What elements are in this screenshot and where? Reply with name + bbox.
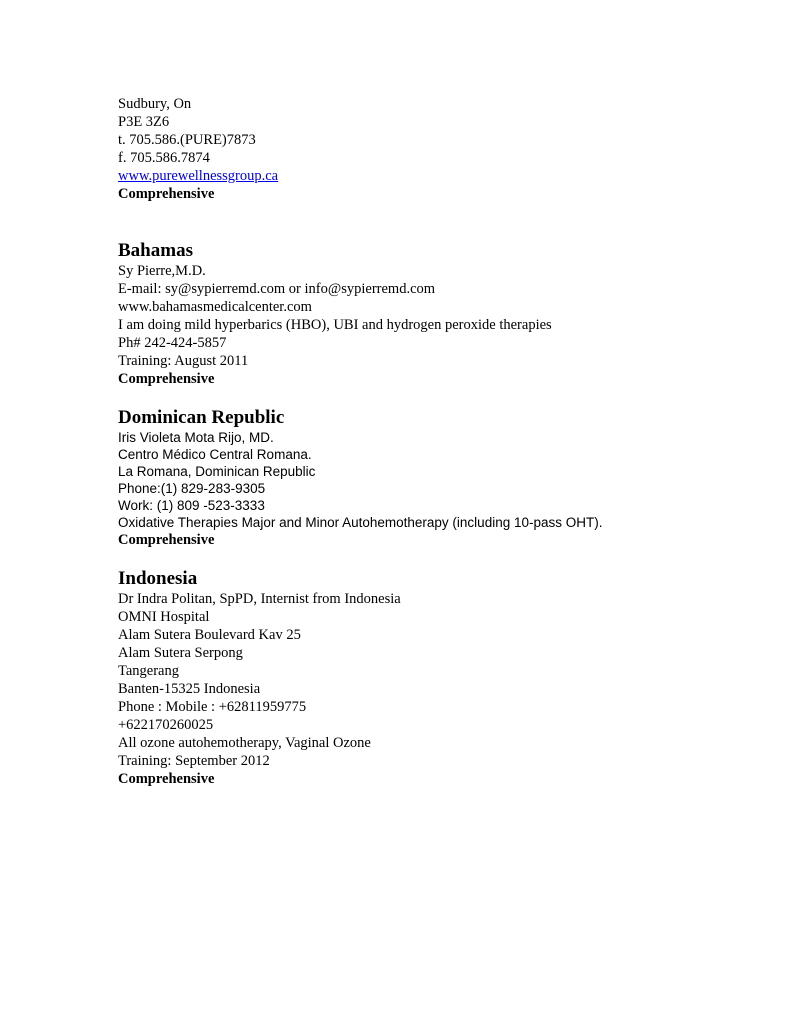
address-line: La Romana, Dominican Republic bbox=[118, 464, 316, 479]
clinic-name: Centro Médico Central Romana. bbox=[118, 447, 312, 462]
phone-number: Ph# 242-424-5857 bbox=[118, 335, 227, 351]
document-page bbox=[118, 95, 718, 788]
address-line: Sudbury, On bbox=[118, 96, 192, 112]
practitioner-name: Iris Violeta Mota Rijo, MD. bbox=[118, 430, 274, 445]
section-dominican-republic bbox=[118, 407, 718, 549]
country-heading: Dominican Republic bbox=[118, 407, 285, 428]
phone-number: Phone : Mobile : +62811959775 bbox=[118, 699, 307, 715]
postal-code: P3E 3Z6 bbox=[118, 114, 170, 130]
website-link[interactable]: www.purewellnessgroup.ca bbox=[118, 168, 279, 184]
clinic-name: OMNI Hospital bbox=[118, 609, 210, 625]
section-canada-continued bbox=[118, 95, 718, 203]
phone-number: t. 705.586.(PURE)7873 bbox=[118, 132, 256, 148]
training-level: Comprehensive bbox=[118, 532, 215, 548]
fax-number: f. 705.586.7874 bbox=[118, 150, 210, 166]
spacer bbox=[118, 203, 718, 240]
address-line: Alam Sutera Boulevard Kav 25 bbox=[118, 627, 301, 643]
work-phone-number: Work: (1) 809 -523-3333 bbox=[118, 498, 265, 513]
practitioner-name: Sy Pierre,M.D. bbox=[118, 263, 206, 279]
email-line: E-mail: sy@sypierremd.com or info@sypierremd.com bbox=[118, 281, 436, 297]
country-heading: Indonesia bbox=[118, 568, 198, 589]
section-indonesia bbox=[118, 568, 718, 788]
training-level: Comprehensive bbox=[118, 771, 215, 787]
address-line: Banten-15325 Indonesia bbox=[118, 681, 261, 697]
training-date: Training: September 2012 bbox=[118, 753, 270, 769]
therapies-line: I am doing mild hyperbarics (HBO), UBI and hydrogen peroxide therapies bbox=[118, 317, 552, 333]
therapies-line: Oxidative Therapies Major and Minor Autohemotherapy (including 10-pass OHT). bbox=[118, 515, 603, 530]
training-level: Comprehensive bbox=[118, 186, 215, 202]
spacer bbox=[118, 549, 718, 568]
address-line: Alam Sutera Serpong bbox=[118, 645, 243, 661]
training-level: Comprehensive bbox=[118, 371, 215, 387]
phone-number: +622170260025 bbox=[118, 717, 214, 733]
website-line: www.bahamasmedicalcenter.com bbox=[118, 299, 312, 315]
address-line: Tangerang bbox=[118, 663, 179, 679]
spacer bbox=[118, 388, 718, 407]
country-heading: Bahamas bbox=[118, 240, 193, 261]
practitioner-name: Dr Indra Politan, SpPD, Internist from Indonesia bbox=[118, 591, 401, 607]
therapies-line: All ozone autohemotherapy, Vaginal Ozone bbox=[118, 735, 371, 751]
training-date: Training: August 2011 bbox=[118, 353, 249, 369]
phone-number: Phone:(1) 829-283-9305 bbox=[118, 481, 266, 496]
section-bahamas bbox=[118, 240, 718, 388]
